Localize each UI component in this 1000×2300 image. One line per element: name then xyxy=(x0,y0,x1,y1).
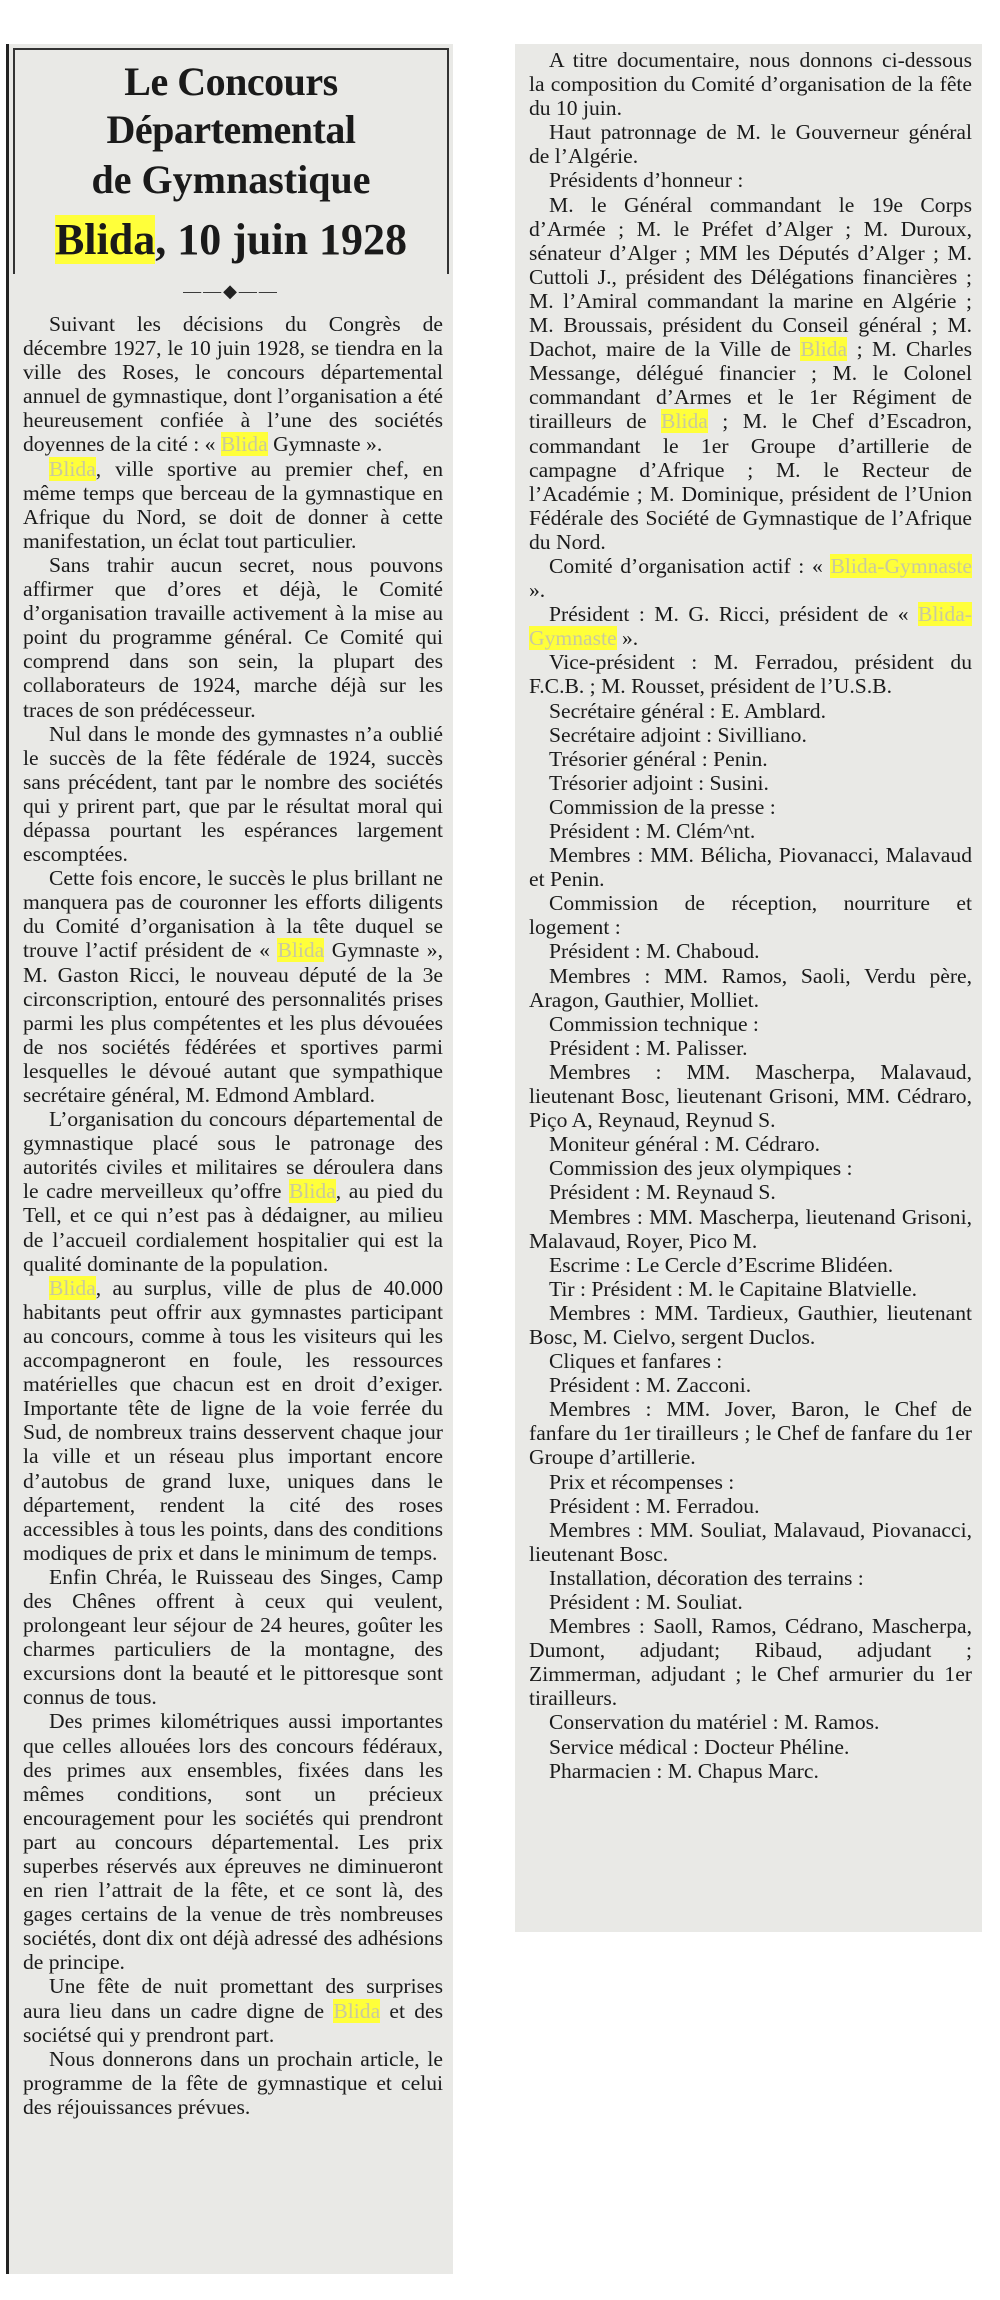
paragraph-text: ». xyxy=(529,578,546,603)
paragraph-text: ». xyxy=(616,626,639,651)
paragraph-text: Membres : MM. Bélicha, Piovanacci, Malavaud et Penin. xyxy=(529,843,972,892)
article-paragraph xyxy=(23,1565,443,1710)
article-paragraph xyxy=(23,1709,443,1974)
article-paragraph xyxy=(23,1974,443,2046)
article-paragraph xyxy=(529,1518,972,1566)
highlighted-term: Blida xyxy=(49,456,96,481)
article-paragraph xyxy=(529,1614,972,1710)
paragraph-text: Gymnaste », M. Gaston Ricci, le nouveau député de la 3e circonscription, entouré des personnalités prises parmi les plus compétentes et les plus dévouées de nos sociétés fédérées et sportives parmi lesquelles le dévoué autant que sympathique secrétaire général, M. Edmond Amblard. xyxy=(23,938,443,1107)
highlighted-term: Blida xyxy=(54,215,156,264)
paragraph-text: Commission de réception, nourriture et logement : xyxy=(529,891,972,940)
article-paragraph xyxy=(529,891,972,939)
article-paragraph xyxy=(529,602,972,650)
highlighted-term: Blida-Gymnaste xyxy=(529,602,972,651)
article-paragraph xyxy=(529,1156,972,1180)
paragraph-text: A titre documentaire, nous donnons ci-dessous la composition du Comité d’organisation de la fête du 10 juin. xyxy=(529,48,972,121)
headline-line-2: de Gymnastique xyxy=(91,157,371,202)
article-left-column xyxy=(6,44,453,2274)
headline-line-3 xyxy=(19,210,443,270)
paragraph-text: Commission technique : xyxy=(549,1011,759,1036)
article-paragraph xyxy=(529,1373,972,1397)
paragraph-text: Président : M. G. Ricci, président de « xyxy=(549,602,919,627)
article-paragraph xyxy=(23,553,443,722)
paragraph-text: Haut patronnage de M. le Gouverneur général de l’Algérie. xyxy=(529,120,972,169)
article-paragraph xyxy=(529,939,972,963)
article-paragraph xyxy=(529,1180,972,1204)
paragraph-text: Président : M. Souliat. xyxy=(549,1590,743,1614)
article-body-right xyxy=(515,44,982,1783)
headline-date: , 10 juin 1928 xyxy=(155,215,408,264)
highlighted-term: Blida xyxy=(277,938,325,963)
article-paragraph xyxy=(529,1253,972,1277)
paragraph-text: Cliques et fanfares : xyxy=(549,1349,723,1374)
article-paragraph xyxy=(529,1060,972,1132)
article-paragraph xyxy=(529,1132,972,1156)
paragraph-text: Pharmacien : M. Chapus Marc. xyxy=(549,1758,819,1783)
paragraph-text: Conservation du matériel : M. Ramos. xyxy=(549,1710,880,1735)
highlighted-term: Blida-Gymnaste xyxy=(830,553,972,578)
article-paragraph xyxy=(529,1012,972,1036)
paragraph-text: Secrétaire adjoint : Sivilliano. xyxy=(549,722,807,747)
paragraph-text: Trésorier adjoint : Susini. xyxy=(549,770,769,795)
paragraph-text: Président : M. Palisser. xyxy=(549,1035,748,1060)
article-paragraph xyxy=(529,1759,972,1783)
paragraph-text: Une fête de nuit promettant des surprises aura lieu dans un cadre digne de xyxy=(23,1974,443,2023)
article-paragraph xyxy=(23,722,443,867)
article-paragraph xyxy=(529,1277,972,1301)
article-paragraph xyxy=(529,1397,972,1469)
article-paragraph xyxy=(23,866,443,1107)
paragraph-text: Trésorier général : Penin. xyxy=(549,746,768,771)
article-paragraph xyxy=(529,1494,972,1518)
ornament-divider: ——◆—— xyxy=(183,281,279,301)
highlighted-term: Blida xyxy=(289,1179,336,1204)
article-paragraph xyxy=(529,1566,972,1590)
paragraph-text: Membres : MM. Souliat, Malavaud, Piovanacci, lieutenant Bosc. xyxy=(529,1517,972,1566)
article-paragraph xyxy=(529,1205,972,1253)
paragraph-text: et des sociétsé qui y prendront part. xyxy=(23,1998,443,2047)
paragraph-text: Secrétaire général : E. Amblard. xyxy=(549,698,826,723)
paragraph-text: Présidents d’honneur : xyxy=(549,168,744,193)
paragraph-text: Membres : MM. Mascherpa, lieutenand Grisoni, Malavaud, Royer, Pico M. xyxy=(529,1204,972,1253)
paragraph-text: ; M. le Chef d’Escadron, commandant le 1er Groupe d’artillerie de campagne d’Afrique ; M. le Recteur de l’Académie ; M. Dominique, président de l’Union Fédérale des Société de Gymnastique de l’Afrique du Nord. xyxy=(529,409,972,554)
highlighted-term: Blida xyxy=(333,1998,381,2023)
article-paragraph xyxy=(529,1735,972,1759)
article-paragraph xyxy=(529,723,972,747)
paragraph-text: Gymnaste ». xyxy=(267,432,383,457)
article-paragraph xyxy=(529,193,972,554)
paragraph-text: , ville sportive au premier chef, en même temps que berceau de la gymnastique en Afrique du Nord, se doit de donner à cette manifestation, un éclat tout particulier. xyxy=(23,456,443,553)
article-headline xyxy=(13,48,449,274)
paragraph-text: Tir : Président : M. le Capitaine Blatvielle. xyxy=(549,1276,918,1301)
paragraph-text: L’organisation du concours départemental de gymnastique placé sous le patronage des autorités civiles et militaires se déroulera dans le cadre merveilleux qu’offre xyxy=(23,1107,443,1204)
article-paragraph xyxy=(23,312,443,457)
highlighted-term: Blida xyxy=(220,432,268,457)
paragraph-text: Enfin Chréa, le Ruisseau des Singes, Camp des Chênes offrent à ceux qui veulent, prolongeant leur séjour de 24 heures, goûter les charmes particuliers de la montagne, des excursions dont la beauté et le pittoresque sont connus de tous. xyxy=(23,1564,443,1710)
headline-line-1: Le Concours Départemental xyxy=(106,59,356,152)
article-paragraph xyxy=(529,771,972,795)
paragraph-text: , au pied du Tell, et ce qui n’est pas à dédaigner, au milieu de l’accueil cordialement hospitalier qui est la qualité dominante de la population. xyxy=(23,1179,443,1276)
article-paragraph xyxy=(529,1036,972,1060)
paragraph-text: Installation, décoration des terrains : xyxy=(549,1565,864,1590)
paragraph-text: Comité d’organisation actif : « xyxy=(549,553,831,578)
paragraph-text: Service médical : Docteur Phéline. xyxy=(549,1734,850,1759)
article-paragraph xyxy=(23,1107,443,1276)
paragraph-text: Membres : MM. Jover, Baron, le Chef de fanfare du 1er tirailleurs ; le Chef de fanfare du 1er Groupe d’artillerie. xyxy=(529,1397,972,1470)
paragraph-text: Des primes kilométriques aussi importantes que celles allouées lors des concours fédéraux, des primes aux ensembles, fixées dans les mêmes conditions, sont un précieux encouragement pour les sociétés qui prendront part au concours départemental. Les prix superbes réservés aux épreuves ne diminueront en rien l’attrait de la fête, et ce sont là, des gages certains de la venue de très nombreuses sociétés, dont dix ont déjà adressé des adhésions de principe. xyxy=(23,1709,443,1975)
paragraph-text: Commission des jeux olympiques : xyxy=(549,1156,853,1181)
paragraph-text: M. le Général commandant le 19e Corps d’Armée ; M. le Préfet d’Alger ; M. Duroux, sénateur d’Alger ; MM les Députés d’Alger ; M. Cuttoli J., président des Délégations financières ; M. l’Amiral commandant la marine en Algérie ; M. Broussais, président du Conseil général ; M. Dachot, maire de la Ville de xyxy=(529,192,972,362)
article-paragraph xyxy=(529,819,972,843)
article-paragraph xyxy=(529,48,972,120)
article-paragraph xyxy=(529,795,972,819)
paragraph-text: Sans trahir aucun secret, nous pouvons affirmer que d’ores et déjà, le Comité d’organisation travaille activement à la mise au point du programme général. Ce Comité qui comprend dans son sein, la plupart des collaborateurs de 1924, marche déjà sur les traces de son prédécesseur. xyxy=(23,552,443,722)
paragraph-text: Membres : MM. Mascherpa, Malavaud, lieutenant Bosc, lieutenant Grisoni, MM. Cédraro, Piço A, Reynaud, Reynud S. xyxy=(529,1059,972,1133)
paragraph-text: Nous donnerons dans un prochain article, le programme de la fête de gymnastique et celui des réjouissances prévues. xyxy=(23,2046,443,2119)
article-paragraph xyxy=(529,1710,972,1734)
paragraph-text: Membres : MM. Ramos, Saoli, Verdu père, Aragon, Gauthier, Molliet. xyxy=(529,963,972,1012)
article-paragraph xyxy=(23,2047,443,2119)
article-paragraph xyxy=(529,1590,972,1614)
paragraph-text: Membres : Saoll, Ramos, Cédrano, Mascherpa, Dumont, adjudant; Ribaud, adjudant ; Zimmerman, adjudant ; le Chef armurier du 1er tirailleurs. xyxy=(529,1614,972,1711)
paragraph-text: Commission de la presse : xyxy=(549,794,776,819)
article-paragraph xyxy=(529,168,972,192)
article-paragraph xyxy=(529,843,972,891)
article-paragraph xyxy=(529,120,972,168)
article-paragraph xyxy=(529,1301,972,1349)
paragraph-text: Vice-président : M. Ferradou, président du F.C.B. ; M. Rousset, président de l’U.S.B. xyxy=(529,650,972,699)
article-right-column xyxy=(515,44,982,1932)
article-paragraph xyxy=(23,457,443,553)
paragraph-text: Président : M. Chaboud. xyxy=(549,939,760,964)
article-paragraph xyxy=(529,650,972,698)
paragraph-text: Suivant les décisions du Congrès de décembre 1927, le 10 juin 1928, se tiendra en la ville des Roses, le concours départemental annuel de gymnastique, dont l’organisation a été heureusement confiée à l’une des sociétés doyennes de la cité : « xyxy=(23,312,443,457)
paragraph-text: Président : M. Clém^nt. xyxy=(549,819,756,843)
paragraph-text: Membres : MM. Tardieux, Gauthier, lieutenant Bosc, M. Cielvo, sergent Duclos. xyxy=(529,1300,972,1349)
article-paragraph xyxy=(529,964,972,1012)
article-paragraph xyxy=(529,554,972,602)
paragraph-text: Nul dans le monde des gymnastes n’a oublié le succès de la fête fédérale de 1924, succès sans précédent, tant par le nombre des sociétés qui y prirent part, que par le résultat moral qui dépassa pourtant les espérances largement escomptées. xyxy=(23,721,443,867)
paragraph-text: , au surplus, ville de plus de 40.000 habitants peut offrir aux gymnastes participant au concours, comme à tous les visiteurs qui les accompagneront en foule, les ressources matérielles que chacun est en droit d’exiger. Importante tête de ligne de la voie ferrée du Sud, de nombreux trains desservent chaque jour la ville et un réseau plus important encore d’autobus de grand luxe, uniques dans le département, rendent la cité des roses accessibles à tous les points, dans des conditions modiques de prix et dans le minimum de temps. xyxy=(23,1275,443,1565)
paragraph-text: ; M. Charles Messange, délégué financier ; M. le Colonel commandant d’Armes et le 1er Régiment de tirailleurs de xyxy=(529,337,972,434)
paragraph-text: Président : M. Zacconi. xyxy=(549,1373,752,1398)
highlighted-term: Blida xyxy=(49,1275,96,1300)
highlighted-term: Blida xyxy=(800,337,848,362)
highlighted-term: Blida xyxy=(661,409,708,434)
paragraph-text: Moniteur général : M. Cédraro. xyxy=(549,1132,821,1157)
article-paragraph xyxy=(529,747,972,771)
paragraph-text: Escrime : Le Cercle d’Escrime Blidéen. xyxy=(549,1252,894,1277)
paragraph-text: Président : M. Ferradou. xyxy=(549,1493,760,1518)
paragraph-text: Président : M. Reynaud S. xyxy=(549,1180,776,1205)
article-body-left xyxy=(9,312,453,2119)
article-paragraph xyxy=(529,1470,972,1494)
paragraph-text: Cette fois encore, le succès le plus brillant ne manquera pas de couronner les efforts diligents du Comité d’organisation à la tête duquel se trouve l’actif président de « xyxy=(23,866,443,963)
article-paragraph xyxy=(529,699,972,723)
article-paragraph xyxy=(23,1276,443,1565)
article-paragraph xyxy=(529,1349,972,1373)
paragraph-text: Prix et récompenses : xyxy=(549,1469,735,1494)
